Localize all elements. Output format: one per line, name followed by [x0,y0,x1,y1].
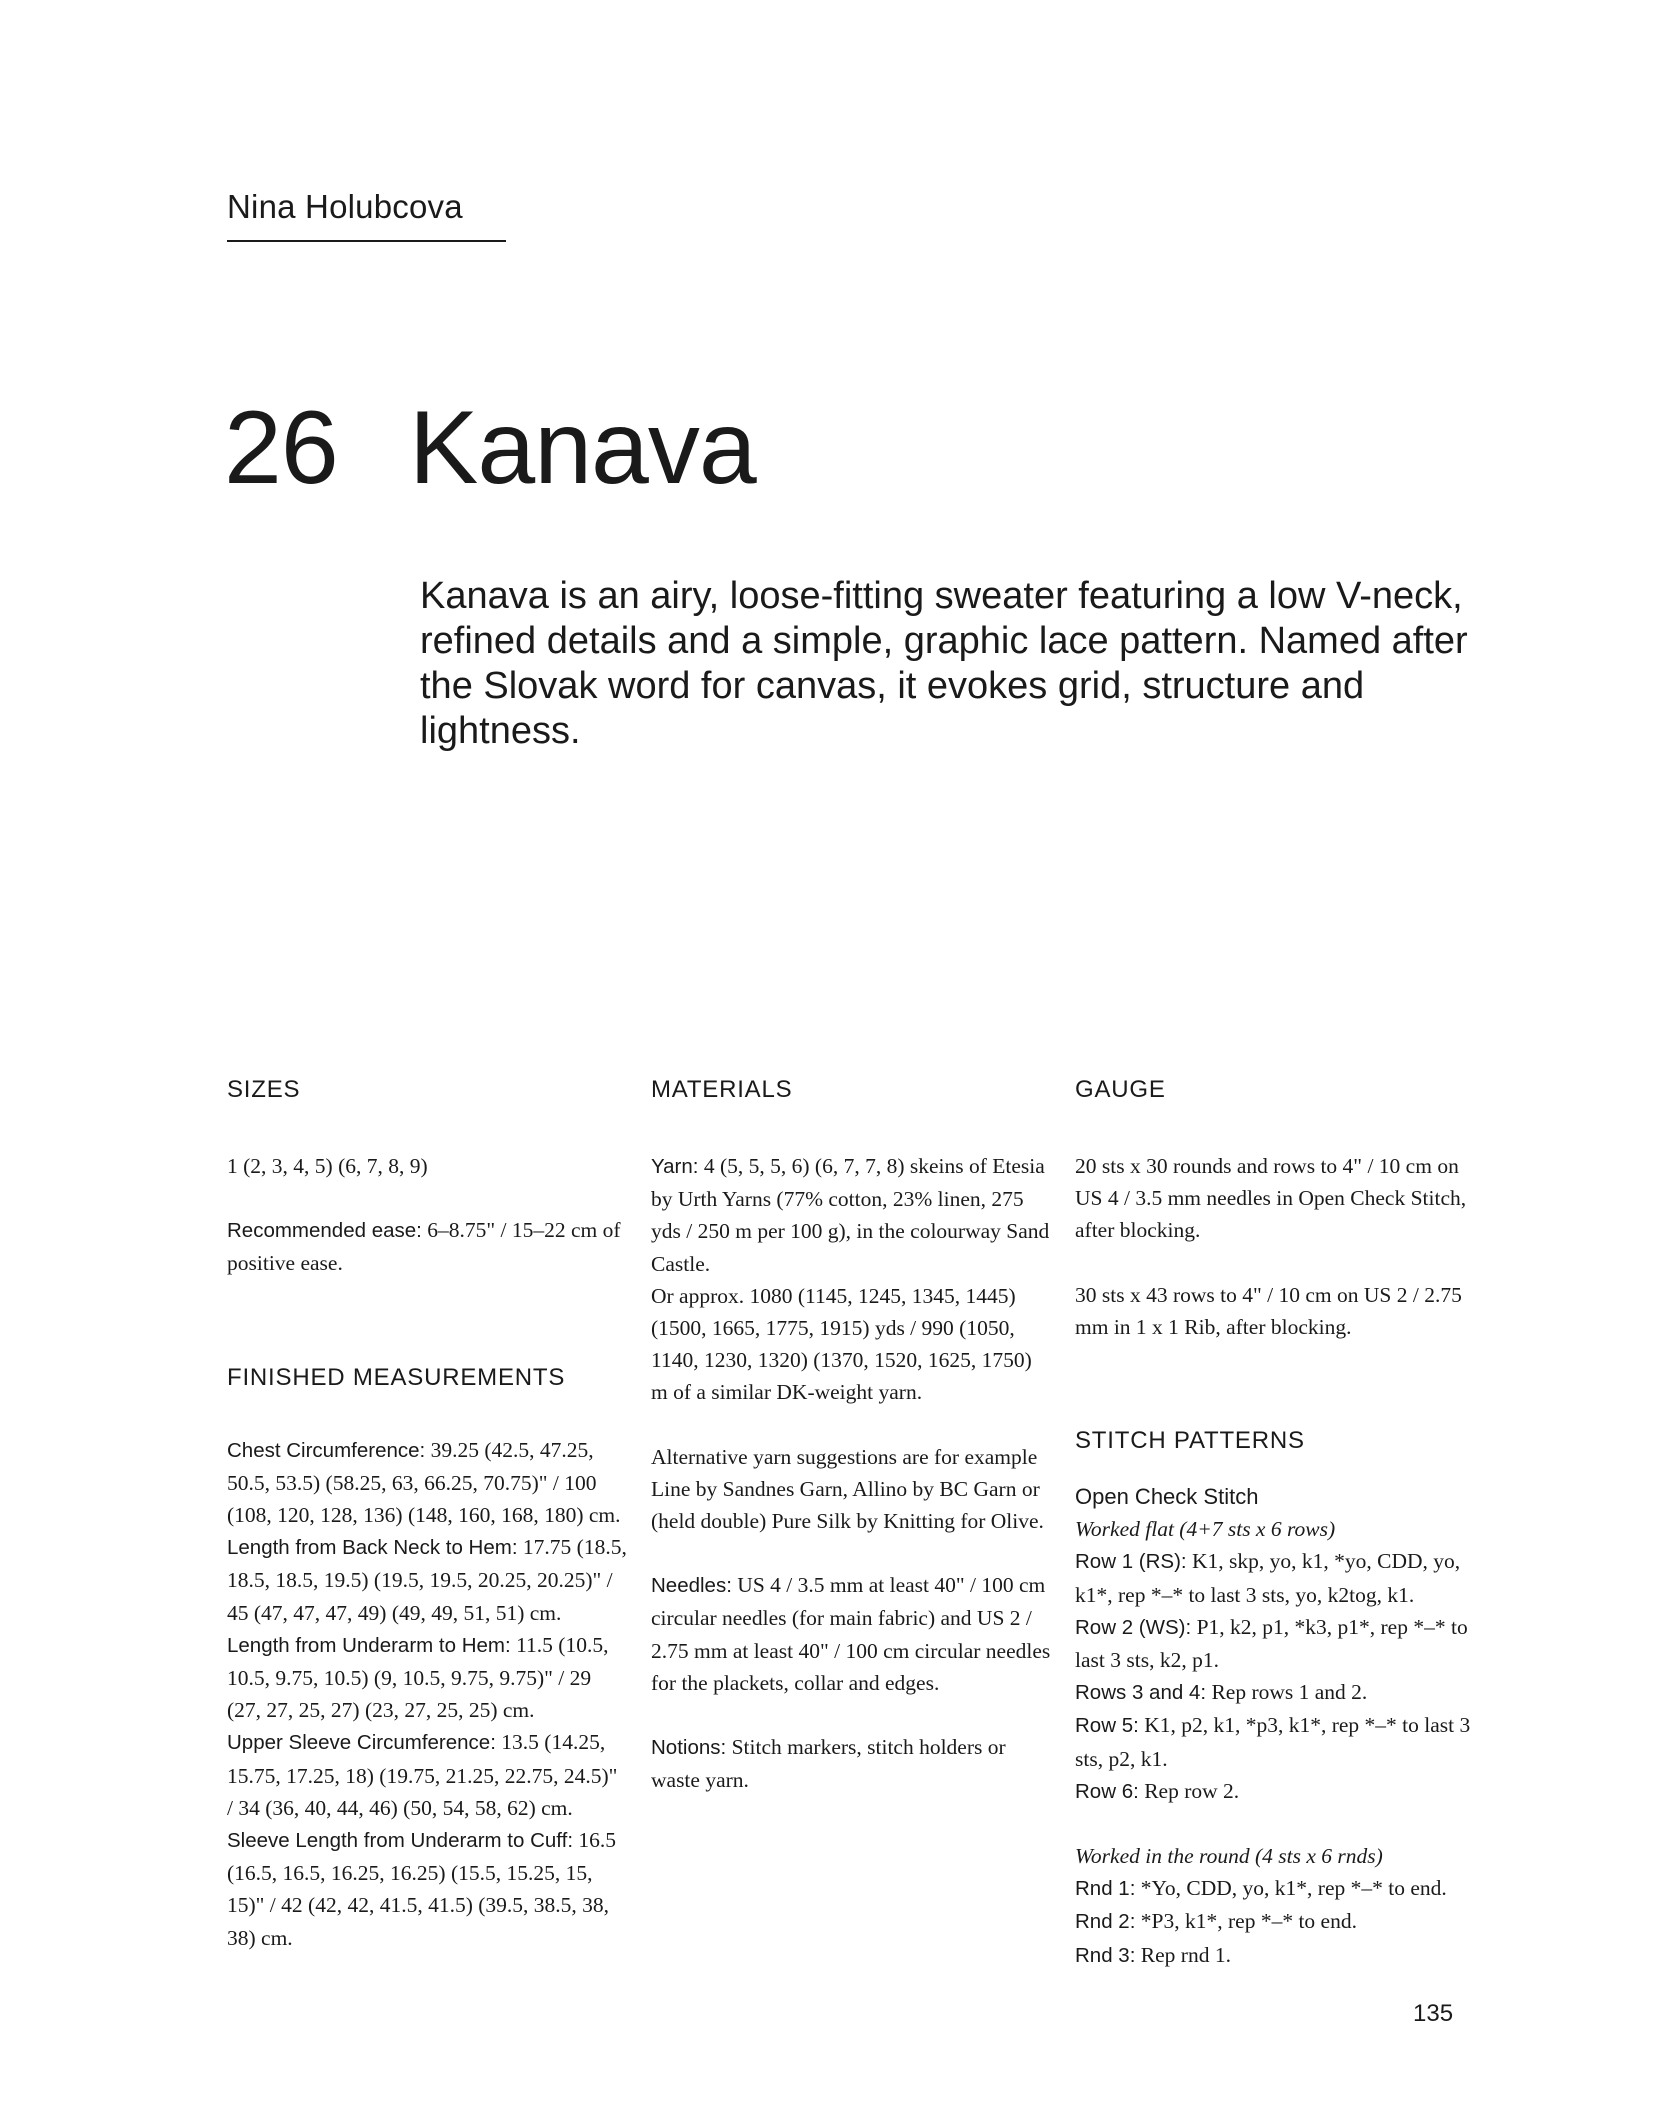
pattern-number: 26 [224,390,338,506]
row-text: K1, p2, k1, *p3, k1*, rep *–* to last 3 sts, p2, k1. [1075,1713,1471,1771]
finished-label: Chest Circumference: [227,1438,426,1462]
finished-item [227,1629,627,1727]
ease-text: 6–8.75" / 15–22 cm of positive ease. [227,1218,621,1276]
ease-label: Recommended ease: [227,1219,422,1243]
flat-row [1075,1709,1475,1774]
notions-label: Notions: [651,1736,727,1760]
finished-item [227,1434,627,1532]
row-label: Row 6: [1075,1779,1139,1803]
alternatives-paragraph: Alternative yarn suggestions are for example Line by Sandnes Garn, Allino by BC Garn or (held double) Pure Silk by Knitting for Olive. [651,1444,1044,1534]
column-sizes [227,1074,627,1954]
notions-paragraph [651,1731,1051,1796]
row-label: Row 2 (WS): [1075,1615,1192,1639]
finished-text: 13.5 (14.25, 15.75, 17.25, 18) (19.75, 21.25, 22.75, 24.5)" / 34 (36, 40, 44, 46) (50, 54, 58, 62) cm. [227,1730,618,1820]
row-label: Rnd 2: [1075,1910,1136,1934]
finished-text: 16.5 (16.5, 16.5, 16.25, 16.25) (15.5, 15.25, 15, 15)" / 42 (42, 42, 41.5, 41.5) (39.5, 38.5, 38, 38) cm. [227,1828,617,1950]
intro-paragraph: Kanava is an airy, loose-fitting sweater featuring a low V-neck, refined details and a simple, graphic lace pattern. Named after the Slovak word for canvas, it evokes grid, structure and lightness. [420,575,1468,752]
finished-item [227,1726,627,1824]
sizes-heading: SIZES [227,1076,301,1103]
finished-label: Length from Back Neck to Hem: [227,1536,518,1560]
pattern-name: Kanava [409,390,756,506]
row-text: Rep rows 1 and 2. [1206,1680,1368,1705]
gauge-body [1075,1150,1475,1343]
flat-row [1075,1775,1475,1808]
finished-label: Upper Sleeve Circumference: [227,1731,496,1755]
finished-item [227,1824,627,1954]
round-row [1075,1872,1475,1905]
finished-label: Length from Underarm to Hem: [227,1633,511,1657]
finished-text: 17.75 (18.5, 18.5, 18.5, 19.5) (19.5, 19.5, 20.25, 20.25)" / 45 (47, 47, 47, 49) (49, 49, 51, 51) cm. [227,1535,627,1625]
round-note: Worked in the round (4 sts x 6 rnds) [1075,1844,1383,1869]
flat-row [1075,1611,1475,1676]
yarn-alt-paragraph: Or approx. 1080 (1145, 1245, 1345, 1445) (1500, 1665, 1775, 1915) yds / 990 (1050, 1140, 1230, 1320) (1370, 1520, 1625, 1750) m of a similar DK-weight yarn. [651,1283,1032,1405]
author-name: Nina Holubcova [227,188,506,242]
stitch-patterns-body [1075,1481,1475,1972]
notions-text: Stitch markers, stitch holders or waste yarn. [651,1735,1006,1793]
pattern-title [224,388,756,508]
row-label: Rnd 1: [1075,1877,1136,1901]
needles-label: Needles: [651,1574,732,1598]
stitch-name: Open Check Stitch [1075,1484,1259,1510]
row-text: Rep row 2. [1138,1778,1240,1803]
finished-label: Sleeve Length from Underarm to Cuff: [227,1829,574,1853]
sizes-body [227,1150,627,1280]
needles-text: US 4 / 3.5 mm at least 40" / 100 cm circular needles (for main fabric) and US 2 / 2.75 mm at least 40" / 100 cm circular needles for the plackets, collar and edges. [651,1573,1051,1695]
row-text: *P3, k1*, rep *–* to end. [1135,1909,1357,1934]
column-materials [651,1074,1051,1796]
stitch-patterns-heading: STITCH PATTERNS [1075,1427,1305,1455]
gauge-paragraph: 20 sts x 30 rounds and rows to 4" / 10 cm on US 4 / 3.5 mm needles in Open Check Stitch, after blocking. [1075,1154,1467,1243]
gauge-heading: GAUGE [1075,1076,1166,1103]
finished-body [227,1434,627,1954]
materials-body [651,1150,1051,1796]
row-label: Rnd 3: [1075,1943,1136,1967]
flat-row [1075,1676,1475,1709]
finished-heading: FINISHED MEASUREMENTS [227,1363,566,1391]
finished-text: 39.25 (42.5, 47.25, 50.5, 53.5) (58.25, 63, 66.25, 70.75)" / 100 (108, 120, 128, 136) (148, 160, 168, 180) cm. [227,1437,621,1528]
ease-paragraph [227,1214,627,1279]
row-text: P1, k2, p1, *k3, p1*, rep *–* to last 3 sts, k2, p1. [1075,1614,1468,1673]
gauge-paragraph: 30 sts x 43 rows to 4" / 10 cm on US 2 / 2.75 mm in 1 x 1 Rib, after blocking. [1075,1282,1462,1339]
sizes-list: 1 (2, 3, 4, 5) (6, 7, 8, 9) [227,1154,428,1178]
row-label: Rows 3 and 4: [1075,1681,1207,1705]
materials-heading: MATERIALS [651,1076,793,1103]
finished-text: 11.5 (10.5, 10.5, 9.75, 10.5) (9, 10.5, 9.75, 9.75)" / 29 (27, 27, 25, 27) (23, 27, 25, 25) cm. [227,1632,609,1723]
yarn-label: Yarn: [651,1155,699,1178]
round-row [1075,1905,1475,1938]
row-label: Row 1 (RS): [1075,1550,1187,1574]
round-row [1075,1939,1475,1972]
yarn-paragraph [651,1150,1051,1280]
yarn-text: 4 (5, 5, 5, 6) (6, 7, 7, 8) skeins of Etesia by Urth Yarns (77% cotton, 23% linen, 275 yds / 250 m per 100 g), in the colourway Sand Castle. [651,1154,1050,1276]
row-text: K1, skp, yo, k1, *yo, CDD, yo, k1*, rep *–* to last 3 sts, yo, k2tog, k1. [1075,1549,1461,1607]
needles-paragraph [651,1569,1051,1699]
row-label: Row 5: [1075,1714,1139,1738]
row-text: *Yo, CDD, yo, k1*, rep *–* to end. [1135,1876,1447,1901]
row-text: Rep rnd 1. [1135,1942,1231,1967]
column-gauge [1075,1074,1475,1972]
finished-item [227,1531,627,1629]
page-number: 135 [1413,2000,1454,2027]
flat-row [1075,1545,1475,1610]
flat-note: Worked flat (4+7 sts x 6 rows) [1075,1517,1336,1542]
